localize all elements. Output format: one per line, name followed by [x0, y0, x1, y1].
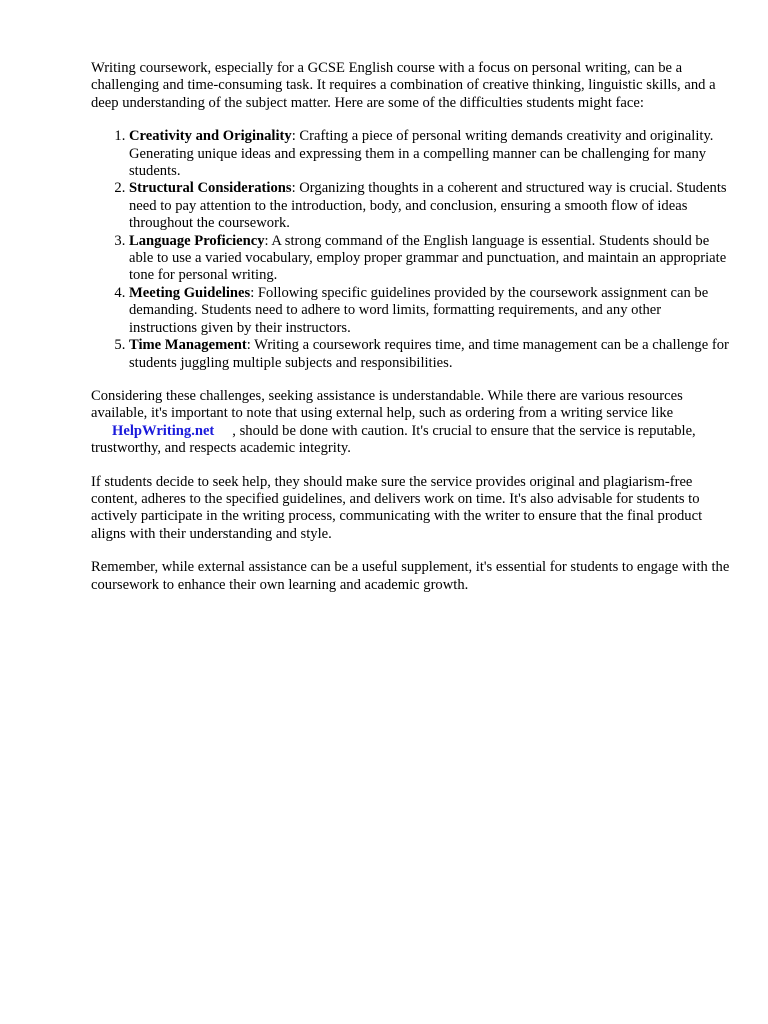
- list-item-time: [129, 337, 731, 372]
- list-item-text: : A strong command of the English language is essential. Students should be able to use a varied vocabulary, employ proper grammar and punctuation, and maintain an appropriate tone for personal writing.: [129, 232, 727, 284]
- assistance-paragraph: [91, 388, 731, 458]
- intro-paragraph: Writing coursework, especially for a GCSE English course with a focus on personal writing, can be a challenging and time-consuming task. It requires a combination of creative thinking, linguistic skills, and a deep understanding of the subject matter. Here are some of the difficulties students might face:: [91, 60, 716, 111]
- list-item-text: : Organizing thoughts in a coherent and structured way is crucial. Students need to pay attention to the introduction, body, and conclusion, ensuring a smooth flow of ideas throughout the coursework.: [129, 180, 727, 232]
- list-item-structure: [129, 180, 731, 232]
- list-item-text: : Following specific guidelines provided by the coursework assignment can be demanding. Students need to adhere to word limits, formatting requirements, and any other instructions given by their instructors.: [129, 284, 709, 336]
- closing-paragraph: Remember, while external assistance can be a useful supplement, it's essential for students to engage with the coursework to enhance their own learning and academic growth.: [91, 559, 730, 593]
- list-item-term: Meeting Guidelines: [129, 284, 251, 301]
- difficulties-list: [91, 128, 731, 372]
- advice-paragraph: If students decide to seek help, they should make sure the service provides original and plagiarism-free content, adheres to the specified guidelines, and delivers work on time. It's also advisable for students to actively participate in the writing process, communicating with the writer to ensure that the final product aligns with their understanding and style.: [91, 473, 703, 542]
- list-item-term: Language Proficiency: [129, 232, 265, 249]
- list-item-guidelines: [129, 285, 731, 337]
- list-item-language: [129, 233, 731, 285]
- assistance-text-before: Considering these challenges, seeking assistance is understandable. While there are various resources available, it's important to note that using external help, such as ordering from a writing service like: [91, 387, 683, 422]
- helpwriting-link[interactable]: HelpWriting.net: [112, 422, 215, 439]
- list-item-term: Creativity and Originality: [129, 128, 292, 145]
- list-item-creativity: [129, 128, 731, 180]
- list-item-term: Time Management: [129, 337, 247, 354]
- document-page: [91, 60, 731, 610]
- list-item-term: Structural Considerations: [129, 180, 292, 197]
- assistance-text-after: , should be done with caution. It's crucial to ensure that the service is reputable, trustworthy, and respects academic integrity.: [91, 422, 696, 457]
- list-item-text: : Crafting a piece of personal writing demands creativity and originality. Generating unique ideas and expressing them in a compelling manner can be challenging for many students.: [129, 128, 714, 180]
- list-item-text: : Writing a coursework requires time, and time management can be a challenge for students juggling multiple subjects and responsibilities.: [129, 337, 729, 371]
